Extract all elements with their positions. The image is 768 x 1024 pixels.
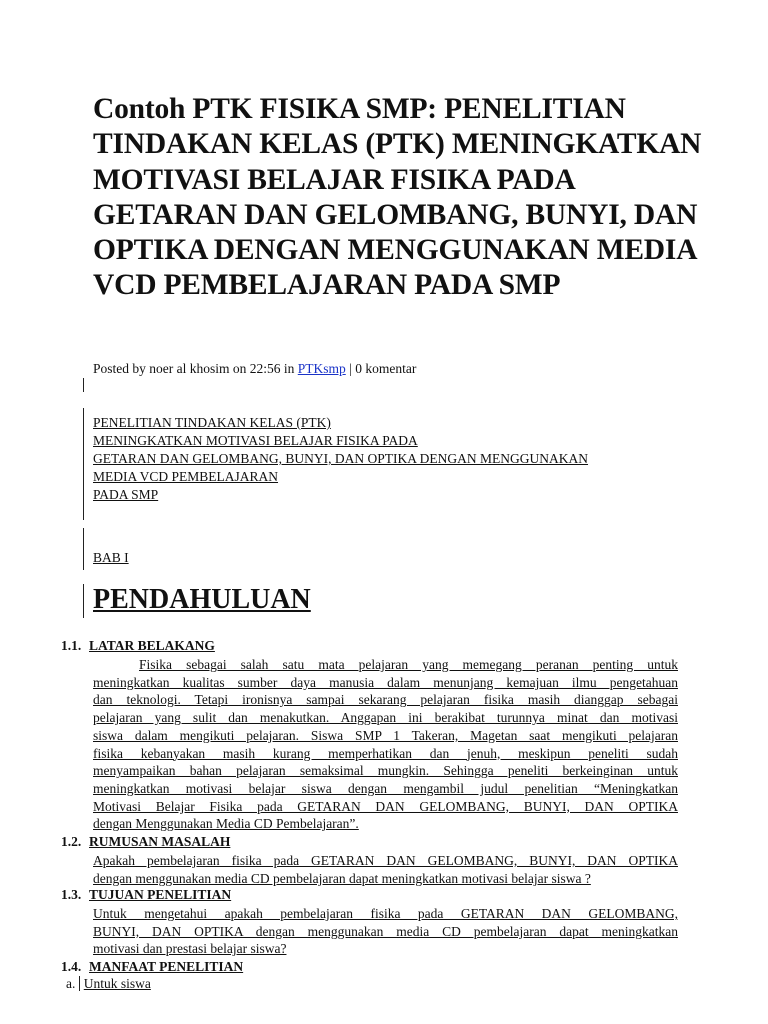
body-line: dengan Menggunakan Media CD Pembelajaran”. — [93, 816, 359, 832]
body-line: BUNYI, DAN OPTIKA dengan menggunakan media CD pembelajaran dapat meningkatkan — [93, 923, 678, 939]
body-line: meningkatkan kualitas sumber daya manusia dalam menunjang kemajuan ilmu pengetahuan — [93, 674, 678, 690]
section-heading-1-3 — [61, 887, 231, 903]
category-link[interactable]: PTKsmp — [297, 361, 346, 376]
section-body-1-3 — [93, 905, 678, 958]
document-title-block — [93, 414, 588, 504]
meta-author-time: Posted by noer al khosim on 22:56 in — [93, 361, 298, 376]
section-title: LATAR BELAKANG — [89, 638, 215, 653]
list-item — [66, 976, 151, 992]
body-line: meningkatkan motivasi belajar siswa dengan mengambil judul penelitian “Meningkatkan — [93, 780, 678, 796]
margin-bar — [83, 408, 84, 520]
body-line: motivasi dan prestasi belajar siswa? — [93, 941, 287, 957]
section-heading-1-1 — [61, 638, 215, 654]
doc-title-line: GETARAN DAN GELOMBANG, BUNYI, DAN OPTIKA DENGAN MENGGUNAKAN — [93, 451, 589, 466]
margin-bar — [83, 528, 84, 570]
section-number: 1.1. — [61, 638, 82, 653]
section-title: MANFAAT PENELITIAN — [89, 959, 244, 974]
body-line: pelajaran yang sulit dan menakutkan. Anggapan ini berakibat turunnya minat dan motivasi — [93, 710, 678, 726]
section-body-1-2 — [93, 852, 678, 887]
section-number: 1.4. — [61, 959, 82, 974]
body-line: Fisika sebagai salah satu mata pelajaran yang memegang peranan penting untuk — [139, 657, 678, 672]
body-line: Apakah pembelajaran fisika pada GETARAN DAN GELOMBANG, BUNYI, DAN OPTIKA — [93, 853, 678, 868]
section-number: 1.2. — [61, 834, 82, 849]
section-number: 1.3. — [61, 887, 82, 902]
section-title: TUJUAN PENELITIAN — [89, 887, 232, 902]
doc-title-line: MENINGKATKAN MOTIVASI BELAJAR FISIKA PADA — [93, 433, 418, 448]
chapter-label — [93, 549, 129, 567]
list-marker: a. — [66, 976, 76, 991]
post-title: Contoh PTK FISIKA SMP: PENELITIAN TINDAKAN KELAS (PTK) MENINGKATKAN MOTIVASI BELAJAR FISIKA PADA GETARAN DAN GELOMBANG, BUNYI, DAN OPTIKA DENGAN MENGGUNAKAN MEDIA VCD PEMBELAJARAN PADA SMP — [93, 93, 702, 302]
list-item-text: Untuk siswa — [79, 976, 151, 991]
section-body-1-1 — [93, 656, 678, 833]
doc-title-line: PENELITIAN TINDAKAN KELAS (PTK) — [93, 415, 331, 430]
section-heading-1-2 — [61, 834, 230, 850]
doc-title-line: MEDIA VCD PEMBELAJARAN — [93, 469, 279, 484]
margin-bar — [83, 378, 84, 392]
section-title: RUMUSAN MASALAH — [89, 834, 231, 849]
meta-comments: | 0 komentar — [345, 361, 417, 376]
body-line: siswa dalam mengikuti pelajaran. Siswa SMP 1 Takeran, Magetan saat mengikuti pelajaran — [93, 727, 678, 743]
body-line: fisika kebanyakan masih kurang memperhatikan dan jenuh, meskipun peneliti sudah — [93, 745, 678, 761]
body-line: Untuk mengetahui apakah pembelajaran fisika pada GETARAN DAN GELOMBANG, — [93, 906, 678, 921]
margin-bar — [83, 584, 84, 618]
section-heading-1-4 — [61, 959, 243, 975]
chapter-title: PENDAHULUAN — [93, 584, 311, 615]
bab-label: BAB I — [93, 550, 129, 565]
body-line: dengan menggunakan media CD pembelajaran dapat meningkatkan motivasi belajar siswa ? — [93, 870, 591, 886]
body-line: Motivasi Belajar Fisika pada GETARAN DAN GELOMBANG, BUNYI, DAN OPTIKA — [93, 798, 678, 814]
post-meta — [93, 361, 416, 377]
doc-title-line: PADA SMP — [93, 487, 159, 502]
body-line: dan teknologi. Tetapi ironisnya sampai sekarang pelajaran fisika masih dianggap sebagai — [93, 692, 678, 708]
body-line: menyampaikan bahan pelajaran semaksimal mungkin. Sehingga peneliti berkeinginan untuk — [93, 763, 678, 779]
